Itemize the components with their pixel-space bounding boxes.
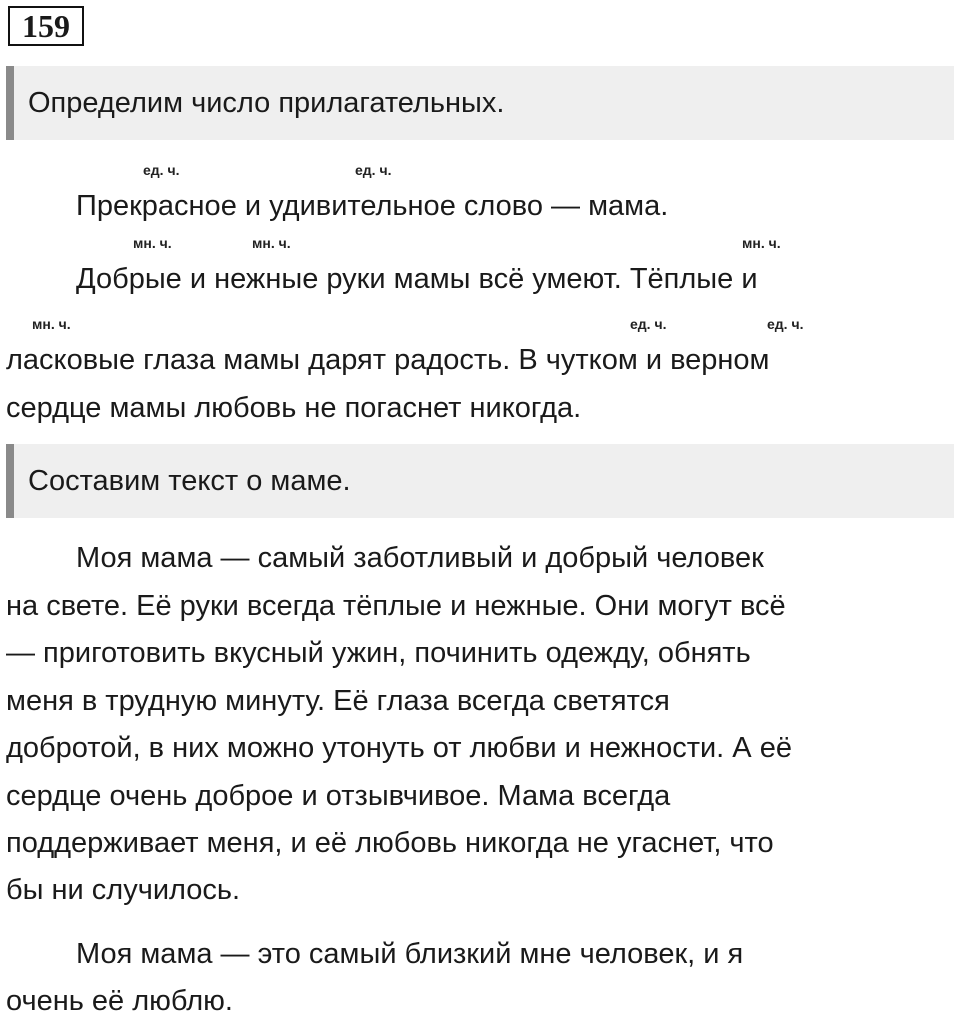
number-mark: ед. ч. bbox=[630, 316, 667, 332]
text-line: сердце очень доброе и отзывчивое. Мама всегда bbox=[6, 780, 671, 812]
number-mark: ед. ч. bbox=[767, 316, 804, 332]
text-line: — приготовить вкусный ужин, починить одежду, обнять bbox=[6, 637, 751, 669]
text-line: сердце мамы любовь не погаснет никогда. bbox=[6, 392, 582, 424]
number-mark: ед. ч. bbox=[355, 162, 392, 178]
text-line: очень её люблю. bbox=[6, 985, 233, 1017]
number-mark: мн. ч. bbox=[252, 235, 291, 251]
number-mark: мн. ч. bbox=[32, 316, 71, 332]
task-number-box: 159 bbox=[8, 6, 84, 46]
section-header-adjectives: Определим число прилагательных. bbox=[6, 66, 954, 140]
text-line: добротой, в них можно утонуть от любви и нежности. А её bbox=[6, 732, 792, 764]
text-line: на свете. Её руки всегда тёплые и нежные. Они могут всё bbox=[6, 590, 786, 622]
text-line: ласковые глаза мамы дарят радость. В чутком и верном bbox=[6, 344, 770, 376]
text-line: Моя мама — самый заботливый и добрый человек bbox=[76, 542, 764, 574]
text-line: Прекрасное и удивительное слово — мама. bbox=[76, 190, 669, 222]
text-line: бы ни случилось. bbox=[6, 874, 241, 906]
text-line: поддерживает меня, и её любовь никогда не угаснет, что bbox=[6, 827, 774, 859]
text-line: Моя мама — это самый близкий мне человек, и я bbox=[76, 938, 744, 970]
section-header-compose-text: Составим текст о маме. bbox=[6, 444, 954, 518]
number-mark: ед. ч. bbox=[143, 162, 180, 178]
number-mark: мн. ч. bbox=[133, 235, 172, 251]
text-line: Добрые и нежные руки мамы всё умеют. Тёплые и bbox=[76, 263, 758, 295]
number-mark: мн. ч. bbox=[742, 235, 781, 251]
text-line: меня в трудную минуту. Её глаза всегда светятся bbox=[6, 685, 670, 717]
